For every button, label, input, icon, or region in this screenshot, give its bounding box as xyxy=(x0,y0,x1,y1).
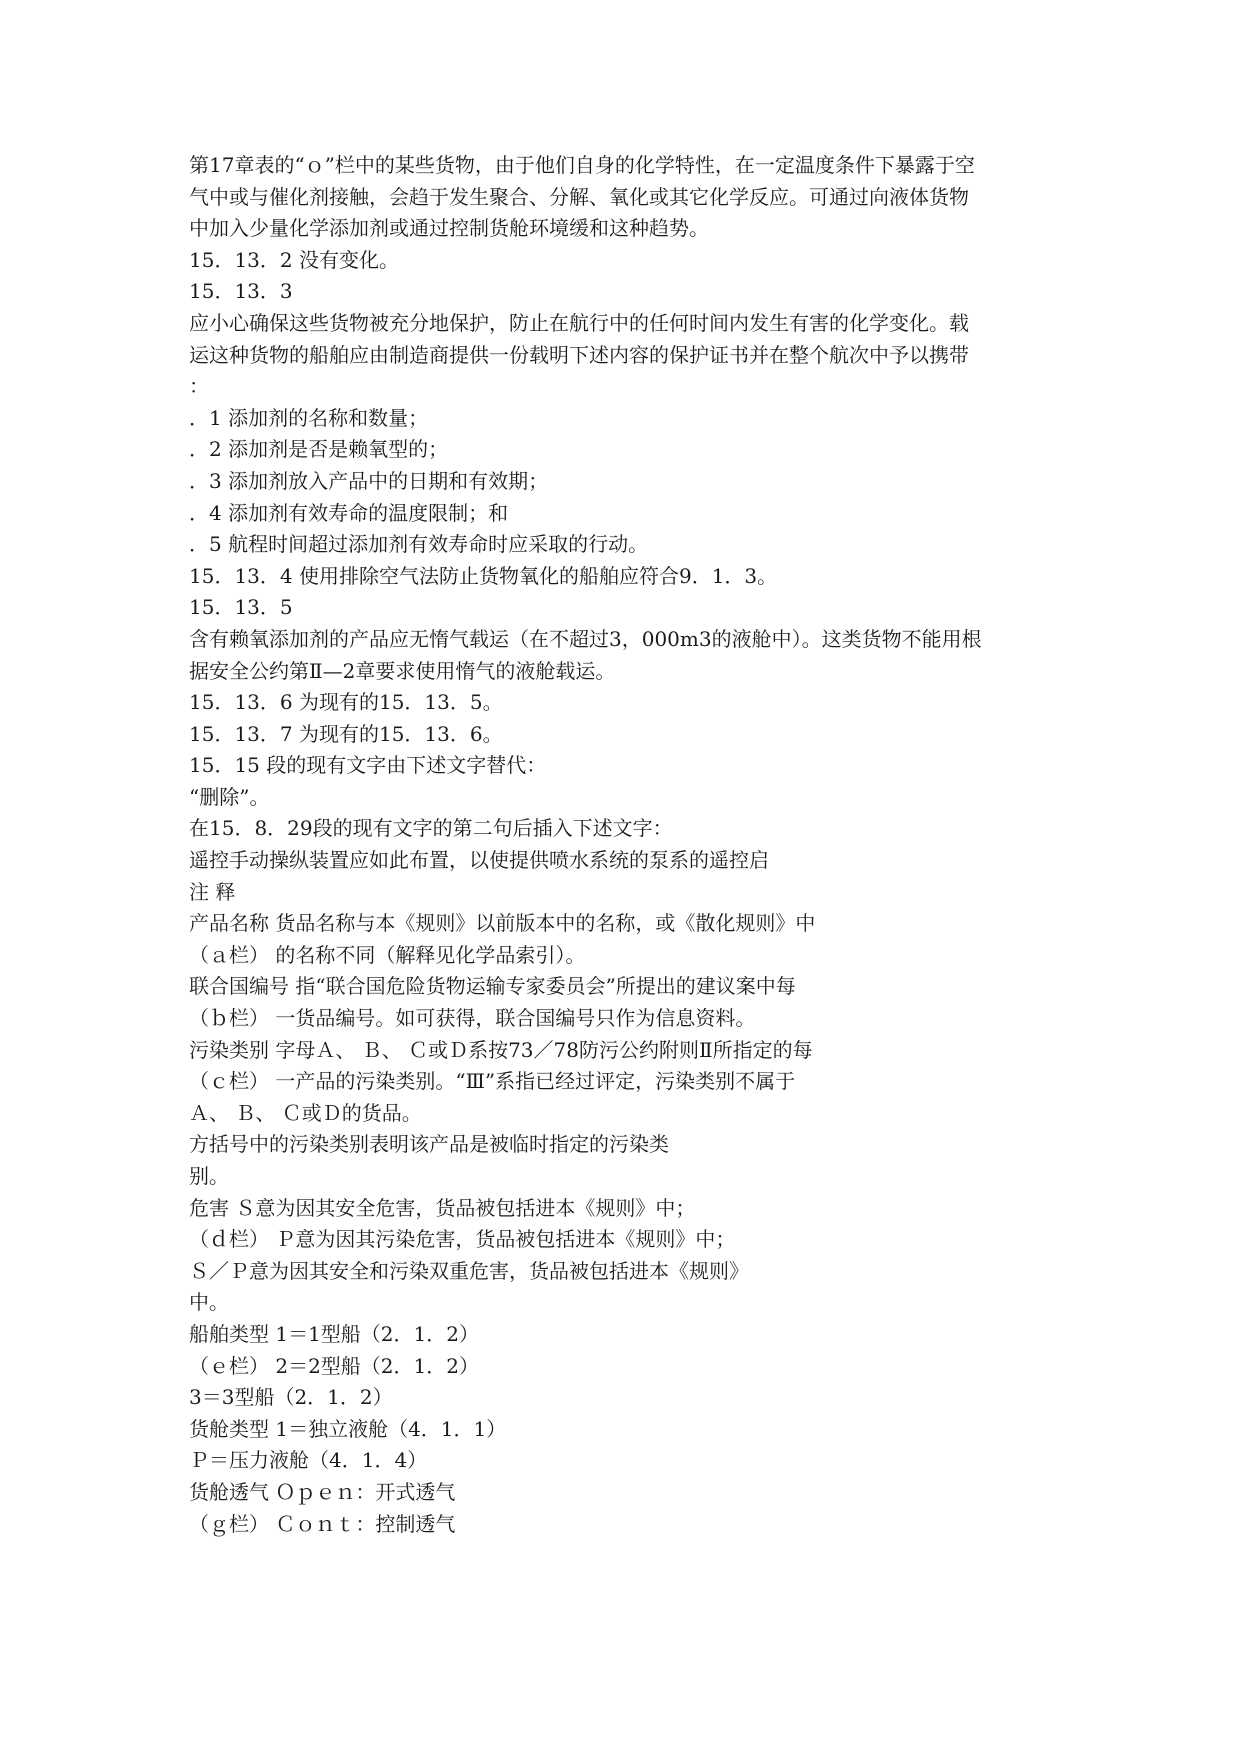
text-line: “删除”。 xyxy=(189,784,270,809)
text-line: （ｇ栏） Ｃｏｎｔ：控制透气 xyxy=(189,1511,456,1536)
text-line: Ｓ／Ｐ意为因其安全和污染双重危害，货品被包括进本《规则》 xyxy=(189,1258,749,1283)
text-line: 据安全公约第Ⅱ—2章要求使用惰气的液舱载运。 xyxy=(189,658,616,683)
text-line: 15．13．5 xyxy=(189,595,293,620)
text-line: （ｃ栏） 一产品的污染类别。“Ⅲ”系指已经过评定，污染类别不属于 xyxy=(189,1069,796,1094)
text-line: （ａ栏） 的名称不同（解释见化学品索引）。 xyxy=(189,942,586,967)
text-line: 货舱透气 Ｏｐｅｎ：开式透气 xyxy=(189,1479,456,1504)
text-line: 联合国编号 指“联合国危险货物运输专家委员会”所提出的建议案中每 xyxy=(189,974,796,999)
text-line: 中加入少量化学添加剂或通过控制货舱环境缓和这种趋势。 xyxy=(189,216,709,241)
text-line: ．1 添加剂的名称和数量； xyxy=(189,405,429,430)
text-line: 污染类别 字母Ａ、 Ｂ、 Ｃ或Ｄ系按73／78防污公约附则Ⅱ所指定的每 xyxy=(189,1037,813,1062)
text-line: （ｅ栏） 2＝2型船（2．1．2） xyxy=(189,1353,479,1378)
text-line: ．4 添加剂有效寿命的温度限制；和 xyxy=(189,500,509,525)
text-line: 中。 xyxy=(189,1290,229,1315)
text-line: 15．15 段的现有文字由下述文字替代： xyxy=(189,753,547,778)
text-line: 15．13．3 xyxy=(189,279,293,304)
text-line: 第17章表的“ｏ”栏中的某些货物，由于他们自身的化学特性，在一定温度条件下暴露于空 xyxy=(189,153,975,177)
text-line: 产品名称 货品名称与本《规则》以前版本中的名称，或《散化规则》中 xyxy=(189,911,816,936)
text-line: 15．13．7 为现有的15．13．6。 xyxy=(189,721,503,746)
text-line: ．3 添加剂放入产品中的日期和有效期； xyxy=(189,468,549,493)
text-line: 注 释 xyxy=(189,879,236,904)
text-line: 方括号中的污染类别表明该产品是被临时指定的污染类 xyxy=(189,1132,669,1157)
text-line: 应小心确保这些货物被充分地保护，防止在航行中的任何时间内发生有害的化学变化。载 xyxy=(189,310,969,335)
text-line: 运这种货物的船舶应由制造商提供一份载明下述内容的保护证书并在整个航次中予以携带 xyxy=(189,342,969,367)
text-line: 在15．8．29段的现有文字的第二句后插入下述文字： xyxy=(189,816,673,841)
text-line: 3＝3型船（2．1．2） xyxy=(189,1385,393,1410)
text-line: 船舶类型 1＝1型船（2．1．2） xyxy=(189,1321,479,1346)
text-line: 15．13．2 没有变化。 xyxy=(189,247,399,272)
text-line: 15．13．4 使用排除空气法防止货物氧化的船舶应符合9．1．3。 xyxy=(189,563,778,588)
text-line: 别。 xyxy=(189,1164,229,1188)
text-line: ．5 航程时间超过添加剂有效寿命时应采取的行动。 xyxy=(189,532,649,557)
text-line: ： xyxy=(189,374,209,399)
document-body xyxy=(189,150,1069,1540)
text-line: 遥控手动操纵装置应如此布置，以使提供喷水系统的泵系的遥控启 xyxy=(189,848,769,873)
text-line: （ｂ栏） 一货品编号。如可获得，联合国编号只作为信息资料。 xyxy=(189,1006,756,1031)
text-line: 货舱类型 1＝独立液舱（4．1．1） xyxy=(189,1416,507,1441)
text-line: Ａ、 Ｂ、 Ｃ或Ｄ的货品。 xyxy=(189,1100,422,1125)
text-line: ．2 添加剂是否是赖氧型的； xyxy=(189,437,449,462)
text-line: 含有赖氧添加剂的产品应无惰气载运（在不超过3，000m3的液舱中）。这类货物不能用根 xyxy=(189,626,982,651)
text-line: （ｄ栏） Ｐ意为因其污染危害，货品被包括进本《规则》中； xyxy=(189,1227,736,1252)
text-line: 气中或与催化剂接触，会趋于发生聚合、分解、氧化或其它化学反应。可通过向液体货物 xyxy=(189,184,969,209)
text-line: Ｐ＝压力液舱（4．1．4） xyxy=(189,1448,428,1473)
text-line: 危害 Ｓ意为因其安全危害，货品被包括进本《规则》中； xyxy=(189,1195,696,1220)
text-line: 15．13．6 为现有的15．13．5。 xyxy=(189,690,503,715)
